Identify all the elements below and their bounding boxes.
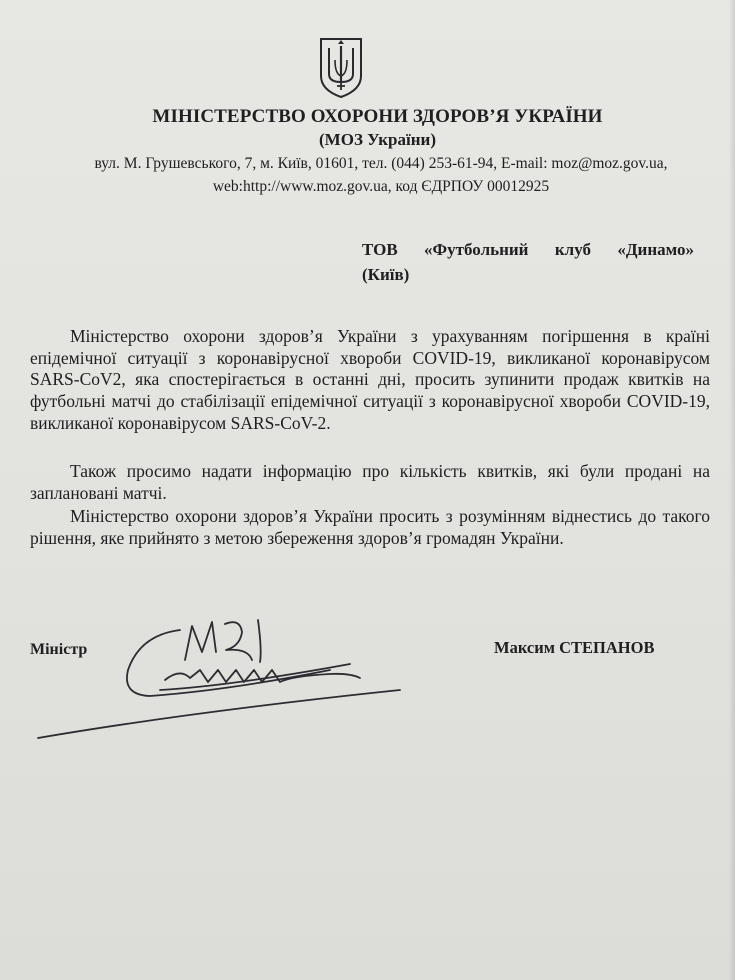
address-line: вул. М. Грушевського, 7, м. Київ, 01601, тел. (044) 253-61-94, E-mail: moz@moz.gov.ua, bbox=[94, 155, 668, 172]
body-paragraph-1: Міністерство охорони здоров’я України з урахуванням погіршення в країні епідемічної ситуації з коронавірусної хвороби COVID-19, викликаної коронавірусом SARS-CoV2, яка спостерігається в останні дні, просить зупинити продаж квитків на футбольні матчі до стабілізації епідемічної ситуації з коронавірусної хвороби COVID-19, викликаної коронавірусом SARS-CoV-2. bbox=[30, 326, 710, 433]
web-and-code-line: web:http://www.moz.gov.ua, код ЄДРПОУ 00012925 bbox=[212, 178, 550, 195]
recipient-name: ТОВ «Футбольний клуб «Динамо» bbox=[362, 240, 694, 259]
body-paragraph-2: Також просимо надати інформацію про кількість квитків, які були продані на заплановані матчі. bbox=[30, 461, 710, 503]
recipient-city: (Київ) bbox=[362, 265, 410, 284]
trident-coat-of-arms-icon bbox=[318, 36, 364, 100]
handwritten-signature bbox=[30, 590, 430, 750]
signatory-name: Максим СТЕПАНОВ bbox=[494, 638, 655, 657]
ministry-abbreviation: (МОЗ України) bbox=[319, 130, 436, 149]
signatory-title: Міністр bbox=[30, 641, 88, 658]
ministry-name: МІНІСТЕРСТВО ОХОРОНИ ЗДОРОВ’Я УКРАЇНИ bbox=[152, 106, 603, 127]
body-paragraph-3: Міністерство охорони здоров’я України просить з розумінням віднестись до такого рішення, яке прийнято з метою збереження здоров’я громадян України. bbox=[30, 506, 710, 548]
